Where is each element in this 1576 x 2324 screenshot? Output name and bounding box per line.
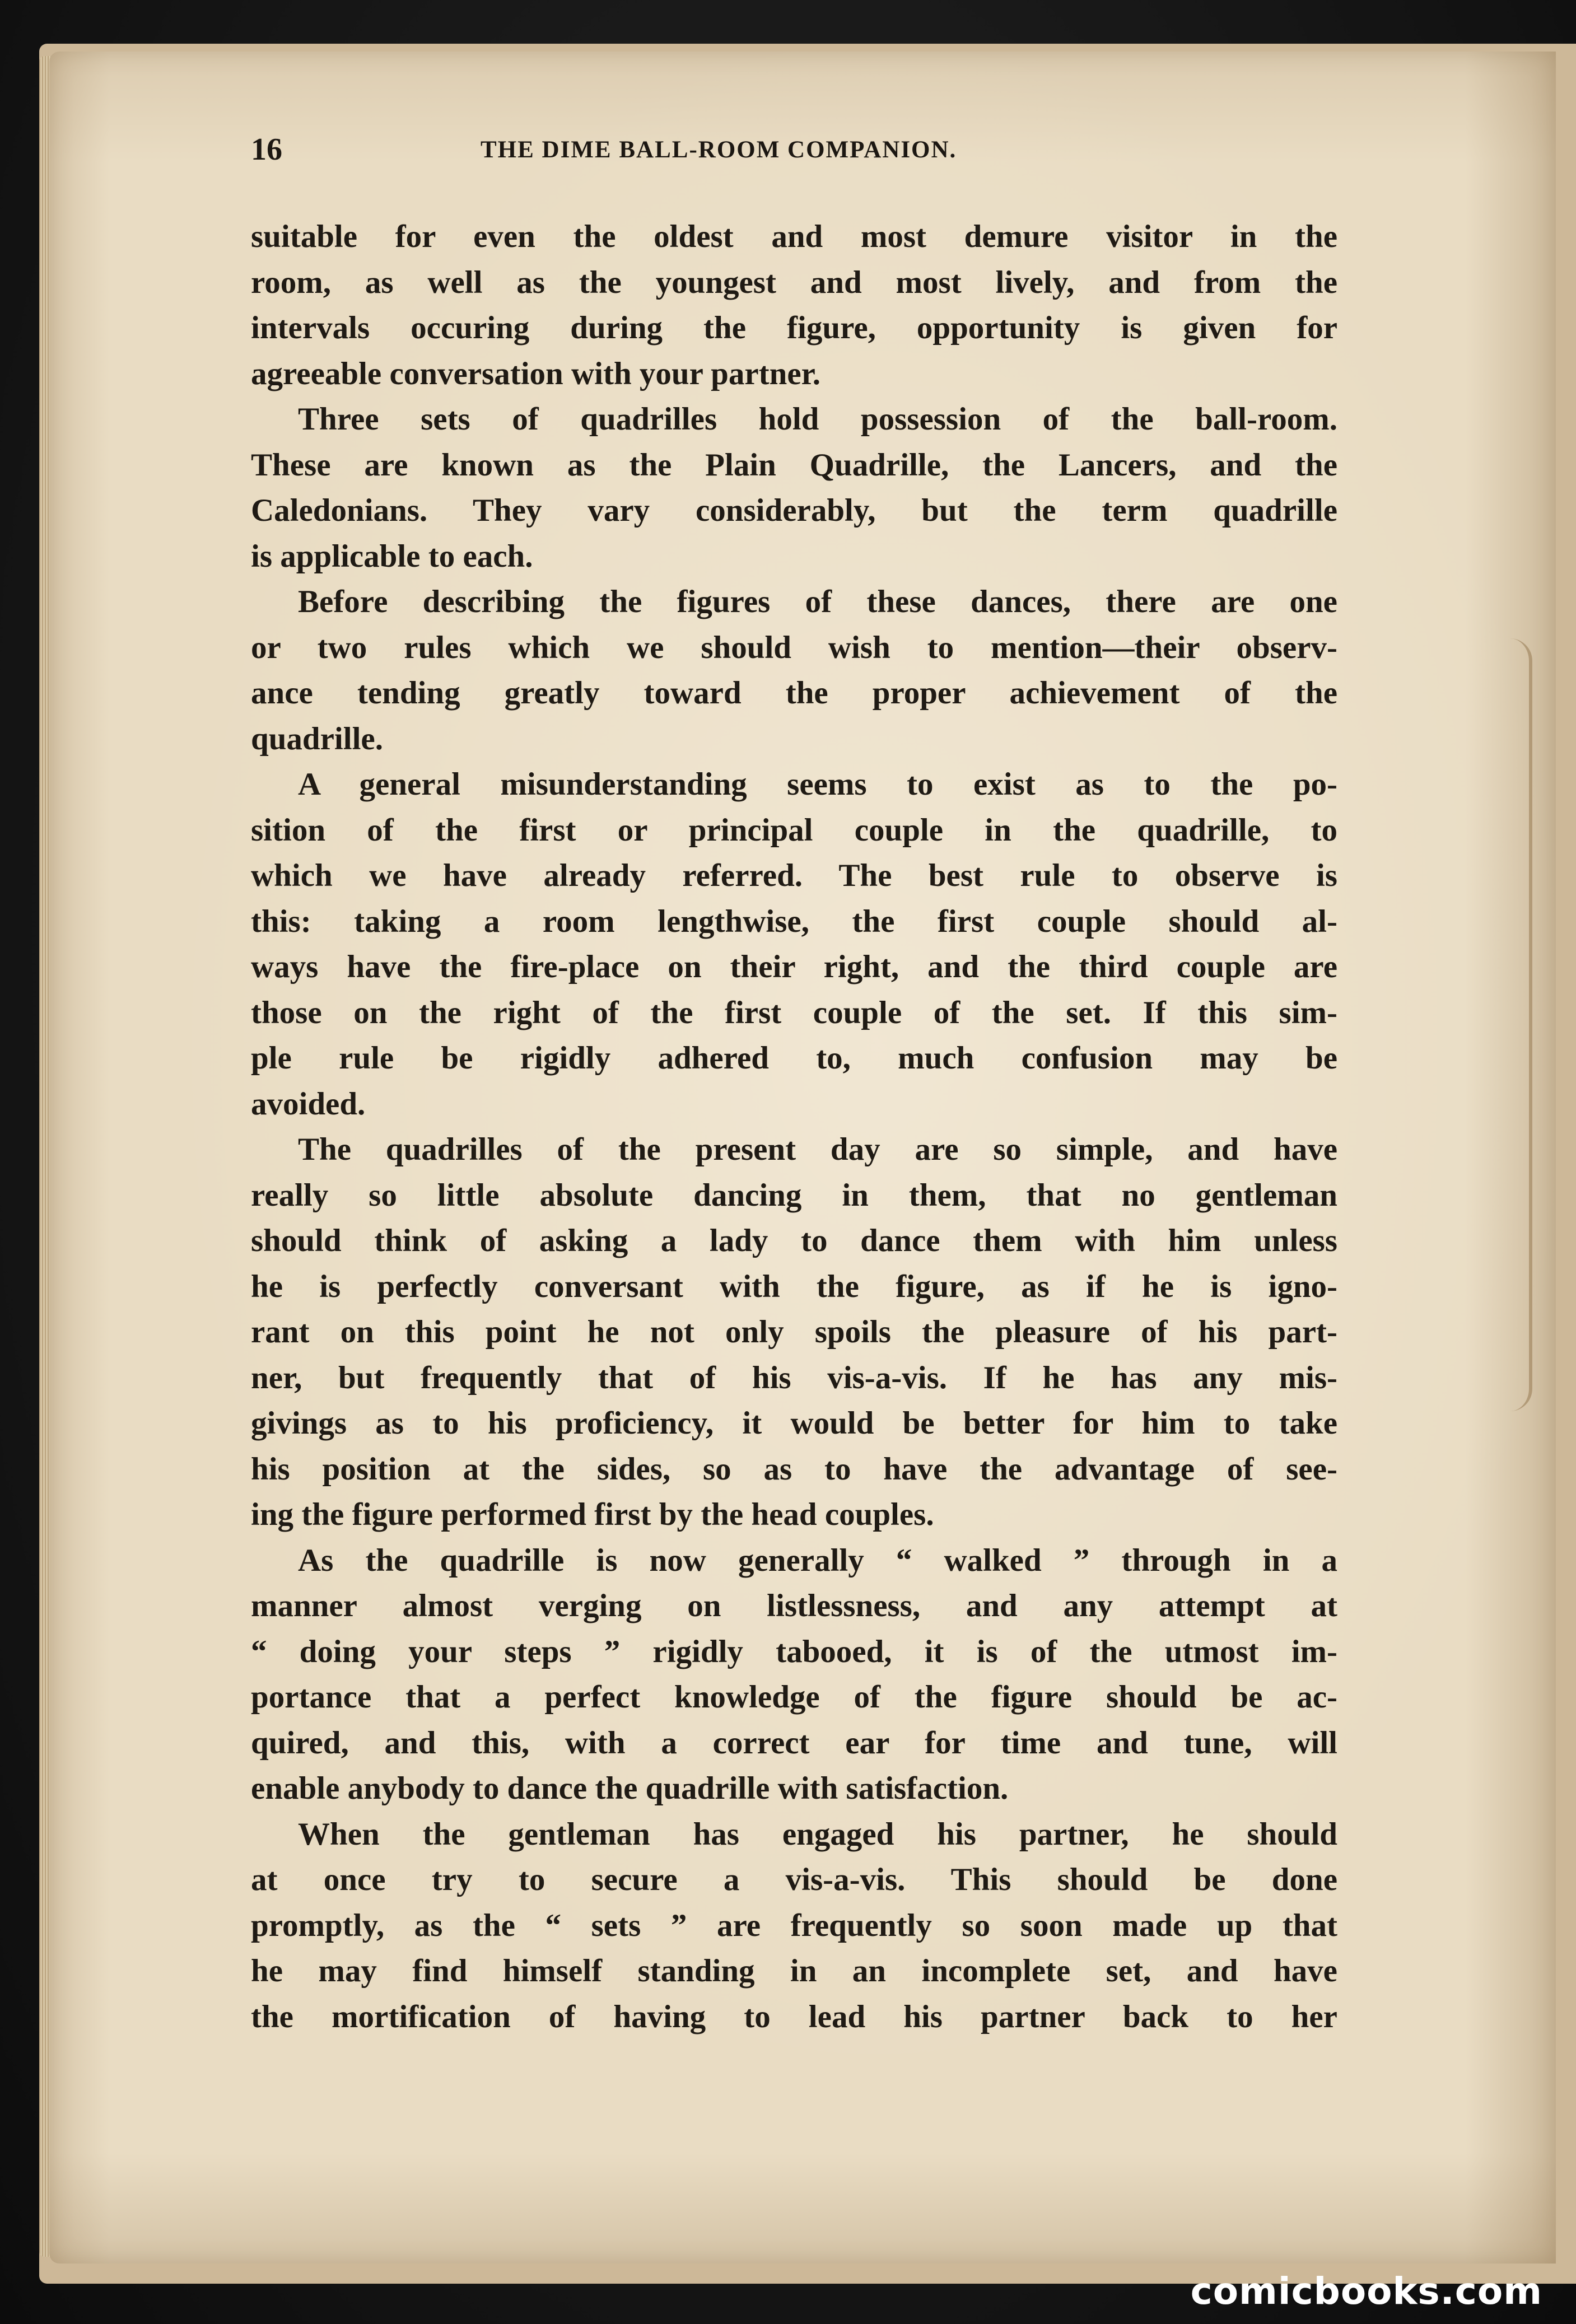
site-watermark: comicbooks.com — [1190, 2270, 1542, 2313]
body-text — [251, 214, 1337, 2040]
text-line: “ doing your steps ” rigidly tabooed, it is of the utmost im- — [251, 1634, 1337, 1669]
running-head: THE DIME BALL-ROOM COMPANION. — [481, 137, 957, 163]
text-line: promptly, as the “ sets ” are frequently so soon made up that — [251, 1907, 1337, 1943]
text-line: Three sets of quadrilles hold possession of the ball-room. — [298, 402, 1337, 437]
text-line: sition of the first or principal couple in the quadrille, to — [251, 812, 1337, 848]
text-line: the mortification of having to lead his partner back to her — [251, 1999, 1337, 2034]
text-line: portance that a perfect knowledge of the figure should be ac- — [251, 1679, 1337, 1715]
text-line: at once try to secure a vis-a-vis. This should be done — [251, 1862, 1337, 1897]
text-line: As the quadrille is now generally “ walked ” through in a — [298, 1542, 1337, 1578]
text-line: agreeable conversation with your partner. — [251, 356, 820, 391]
text-line: he is perfectly conversant with the figure, as if he is igno- — [251, 1268, 1337, 1304]
text-line: should think of asking a lady to dance them with him unless — [251, 1223, 1337, 1258]
page-header — [251, 130, 1337, 169]
text-line: ways have the fire-place on their right, and the third couple are — [251, 949, 1337, 984]
page-number: 16 — [251, 132, 282, 167]
text-line: suitable for even the oldest and most demure visitor in the — [251, 219, 1337, 254]
text-line: ing the figure performed first by the head couples. — [251, 1497, 934, 1532]
text-line: ple rule be rigidly adhered to, much confusion may be — [251, 1040, 1337, 1076]
text-line: those on the right of the first couple of the set. If this sim- — [251, 995, 1337, 1030]
binding-thread — [1507, 638, 1532, 1411]
text-line: room, as well as the youngest and most lively, and from the — [251, 264, 1337, 300]
text-line: his position at the sides, so as to have the advantage of see- — [251, 1451, 1337, 1487]
text-line: These are known as the Plain Quadrille, the Lancers, and the — [251, 447, 1337, 483]
text-line: intervals occuring during the figure, opportunity is given for — [251, 310, 1337, 346]
text-line: enable anybody to dance the quadrille with satisfaction. — [251, 1771, 1009, 1806]
text-line: quadrille. — [251, 721, 383, 757]
text-line: A general misunderstanding seems to exist as to the po- — [298, 767, 1337, 802]
text-line: rant on this point he not only spoils the pleasure of his part- — [251, 1314, 1337, 1350]
text-line: this: taking a room lengthwise, the first couple should al- — [251, 903, 1337, 939]
text-line: givings as to his proficiency, it would be better for him to take — [251, 1406, 1337, 1441]
text-line: he may find himself standing in an incomplete set, and have — [251, 1953, 1337, 1989]
text-line: quired, and this, with a correct ear for time and tune, will — [251, 1725, 1337, 1761]
text-line: manner almost verging on listlessness, and any attempt at — [251, 1588, 1337, 1623]
text-line: When the gentleman has engaged his partner, he should — [298, 1816, 1337, 1852]
text-line: avoided. — [251, 1086, 366, 1122]
text-line: which we have already referred. The best rule to observe is — [251, 858, 1337, 893]
text-line: ner, but frequently that of his vis-a-vis. If he has any mis- — [251, 1360, 1337, 1396]
text-line: The quadrilles of the present day are so simple, and have — [298, 1132, 1337, 1167]
text-line: is applicable to each. — [251, 538, 533, 574]
text-line: or two rules which we should wish to mention—their observ- — [251, 629, 1337, 665]
text-line: Before describing the figures of these dances, there are one — [298, 584, 1337, 619]
text-line: really so little absolute dancing in them, that no gentleman — [251, 1177, 1337, 1213]
text-line: ance tending greatly toward the proper achievement of the — [251, 675, 1337, 711]
text-line: Caledonians. They vary considerably, but the term quadrille — [251, 493, 1337, 528]
